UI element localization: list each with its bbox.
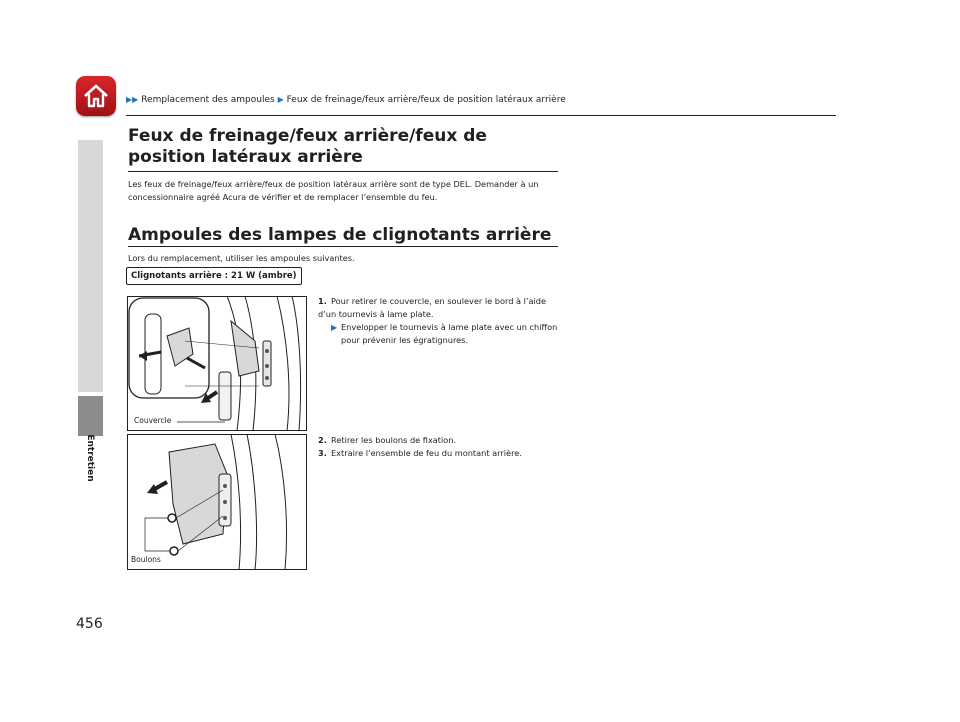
step-number: 3. <box>318 448 327 458</box>
step-note-text: Envelopper le tournevis à lame plate avec un chiffon pour prévenir les égratignures. <box>341 322 558 345</box>
sidebar-bar <box>78 140 103 392</box>
section-intro: Lors du remplacement, utiliser les ampoules suivantes. <box>128 253 355 263</box>
step-3 <box>318 447 568 460</box>
cover-removal-illustration <box>127 296 307 431</box>
breadcrumb-item-bulb-replacement[interactable]: Remplacement des ampoules <box>141 95 275 105</box>
triangle-right-icon: ▶ <box>277 95 284 104</box>
sidebar-section-label: Entretien <box>85 434 95 482</box>
breadcrumb <box>126 95 566 105</box>
step-text: Retirer les boulons de fixation. <box>331 435 457 445</box>
bolt-removal-illustration <box>127 434 307 570</box>
home-button[interactable] <box>76 76 116 116</box>
step-1 <box>318 295 558 347</box>
triangle-right-icon: ▶ <box>331 323 338 332</box>
breadcrumb-item-current: Feux de freinage/feux arrière/feux de position latéraux arrière <box>286 95 566 105</box>
section-title-tail-lights: Feux de freinage/feux arrière/feux de position latéraux arrière <box>128 126 487 167</box>
step-number: 1. <box>318 296 327 306</box>
figure-label-bolts: Boulons <box>131 555 161 564</box>
figure-cover-removal <box>127 296 307 431</box>
step-2 <box>318 434 568 447</box>
title-divider <box>128 246 558 247</box>
step-text: Extraire l’ensemble de feu du montant arrière. <box>331 448 522 458</box>
step-text: Pour retirer le couvercle, en soulever le bord à l’aide d’un tournevis à lame plate. <box>318 296 547 319</box>
figure-label-cover: Couvercle <box>134 416 172 425</box>
page-number: 456 <box>76 616 103 632</box>
triangle-right-icon: ▶▶ <box>126 95 139 104</box>
section-title-turn-signals: Ampoules des lampes de clignotants arrière <box>128 225 552 245</box>
bulb-spec-box: Clignotants arrière : 21 W (ambre) <box>126 267 302 285</box>
header-divider <box>126 115 836 116</box>
figure-bolt-removal <box>127 434 307 570</box>
section-body-tail-lights: Les feux de freinage/feux arrière/feux de position latéraux arrière sont de type DEL. Demander à un concessionnaire agréé Acura de vérifier et de remplacer l’ensemble du feu. <box>128 179 539 202</box>
home-icon <box>81 81 111 111</box>
title-divider <box>128 171 558 172</box>
step-note <box>318 321 558 347</box>
step-number: 2. <box>318 435 327 445</box>
sidebar-section-tab[interactable] <box>78 396 103 436</box>
